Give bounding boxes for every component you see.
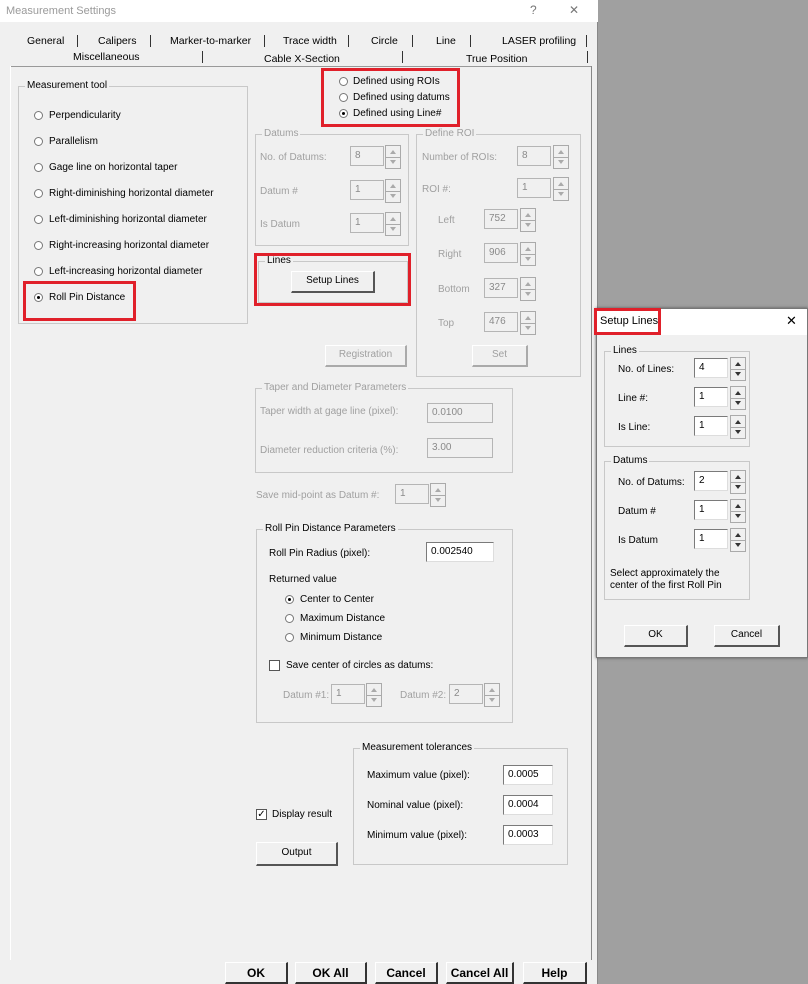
display-result-checkbox[interactable]: ✓ — [257, 809, 266, 820]
minimum-distance-label: Minimum Distance — [300, 632, 383, 643]
title-bar — [0, 0, 598, 22]
popup-ok-button[interactable]: OK — [624, 625, 688, 647]
highlight-define-mode — [321, 68, 460, 127]
close-icon[interactable]: ✕ — [569, 3, 580, 17]
roi-top-field[interactable]: 476 — [484, 312, 518, 332]
roi-bottom-label: Bottom — [438, 284, 470, 295]
line-number-field[interactable]: 1 — [694, 387, 728, 407]
no-lines-field[interactable]: 4 — [694, 358, 728, 378]
highlight-roll-pin — [23, 281, 136, 321]
group-title: Measurement tolerances — [362, 742, 473, 753]
datum2-spinner[interactable] — [484, 683, 500, 707]
taper-diameter-group — [255, 382, 513, 473]
cancel-all-button[interactable]: Cancel All — [446, 962, 514, 984]
popup-cancel-button[interactable]: Cancel — [714, 625, 780, 647]
group-title: Datums — [264, 128, 299, 139]
line-number-spinner[interactable] — [730, 386, 746, 410]
left-increasing-label: Left-increasing horizontal diameter — [49, 266, 203, 277]
tab-panel-border-left — [10, 66, 11, 960]
no-datums-spinner[interactable] — [730, 470, 746, 494]
highlight-setup-lines-title — [594, 308, 661, 335]
is-datum-field[interactable]: 1 — [350, 213, 384, 233]
tab-calipers[interactable]: Calipers — [98, 35, 137, 47]
right-increasing-radio[interactable] — [34, 241, 43, 250]
line-number-label: Line #: — [618, 393, 649, 404]
tab-separator — [77, 35, 78, 47]
datum1-spinner[interactable] — [366, 683, 382, 707]
roi-top-label: Top — [438, 318, 455, 329]
group-title: Lines — [613, 345, 637, 356]
is-datum-spinner[interactable] — [385, 212, 401, 236]
roi-left-field[interactable]: 752 — [484, 209, 518, 229]
maximum-distance-label: Maximum Distance — [300, 613, 386, 624]
group-title: Define ROI — [425, 128, 475, 139]
diameter-reduction-label: Diameter reduction criteria (%): — [260, 445, 399, 456]
help-button[interactable]: Help — [523, 962, 587, 984]
datum1-label: Datum #1: — [283, 690, 330, 701]
returned-value-label: Returned value — [269, 574, 337, 585]
tab-marker-to-marker[interactable]: Marker-to-marker — [170, 35, 252, 47]
parallelism-label: Parallelism — [49, 136, 98, 147]
right-diminishing-label: Right-diminishing horizontal diameter — [49, 188, 214, 199]
diameter-reduction-field[interactable]: 3.00 — [427, 438, 493, 458]
center-to-center-label: Center to Center — [300, 594, 374, 605]
gage-line-radio[interactable] — [34, 163, 43, 172]
tab-cable-x-section[interactable]: Cable X-Section — [264, 53, 340, 65]
instruction-text: Select approximately the center of the first Roll Pin — [610, 568, 722, 591]
no-datums-field[interactable]: 8 — [350, 146, 384, 166]
group-title: Lines — [267, 255, 291, 266]
datum2-label: Datum #2: — [400, 690, 447, 701]
left-increasing-radio[interactable] — [34, 267, 43, 276]
datum-number-spinner[interactable] — [730, 499, 746, 523]
gage-line-label: Gage line on horizontal taper — [49, 162, 178, 173]
is-datum-label: Is Datum — [618, 535, 659, 546]
datum2-field[interactable]: 2 — [449, 684, 483, 704]
left-diminishing-radio[interactable] — [34, 215, 43, 224]
tab-separator — [348, 35, 349, 47]
roi-right-field[interactable]: 906 — [484, 243, 518, 263]
tab-panel-border-right — [591, 66, 592, 960]
close-icon[interactable]: ✕ — [786, 313, 797, 328]
is-datum-label: Is Datum — [260, 219, 301, 230]
max-value-label: Maximum value (pixel): — [367, 770, 470, 781]
center-to-center-radio[interactable] — [285, 595, 294, 604]
roi-right-spinner[interactable] — [520, 242, 536, 266]
minimum-distance-radio[interactable] — [285, 633, 294, 642]
save-midpoint-field[interactable]: 1 — [395, 484, 429, 504]
defined-rois-label: Defined using ROIs — [353, 76, 440, 87]
group-title: Taper and Diameter Parameters — [264, 382, 407, 393]
tab-separator — [586, 35, 587, 47]
tab-laser-profiling[interactable]: LASER profiling — [502, 35, 577, 47]
number-rois-label: Number of ROIs: — [422, 152, 498, 163]
group-title: Datums — [613, 455, 648, 466]
right-increasing-label: Right-increasing horizontal diameter — [49, 240, 210, 251]
save-centers-checkbox[interactable] — [269, 660, 280, 671]
number-rois-spinner[interactable] — [553, 145, 569, 169]
roll-pin-radius-field[interactable]: 0.002540 — [426, 542, 494, 562]
datum1-field[interactable]: 1 — [331, 684, 365, 704]
datum-number-label: Datum # — [260, 186, 298, 197]
setup-lines-dialog — [596, 308, 808, 658]
tab-separator — [587, 51, 588, 63]
roi-number-spinner[interactable] — [553, 177, 569, 201]
set-button[interactable]: Set — [472, 345, 528, 367]
no-lines-spinner[interactable] — [730, 357, 746, 381]
output-button[interactable]: Output — [256, 842, 338, 866]
datum-number-field[interactable]: 1 — [694, 500, 728, 520]
no-lines-label: No. of Lines: — [618, 364, 675, 375]
roi-left-spinner[interactable] — [520, 208, 536, 232]
roi-left-label: Left — [438, 215, 455, 226]
display-result-label: Display result — [272, 809, 333, 820]
perpendicularity-radio[interactable] — [34, 111, 43, 120]
min-value-label: Minimum value (pixel): — [367, 830, 468, 841]
roi-number-field[interactable]: 1 — [517, 178, 551, 198]
perpendicularity-label: Perpendicularity — [49, 110, 121, 121]
nominal-value-label: Nominal value (pixel): — [367, 800, 464, 811]
maximum-distance-radio[interactable] — [285, 614, 294, 623]
min-value-field[interactable]: 0.0003 — [503, 825, 553, 845]
roi-number-label: ROI #: — [422, 184, 451, 195]
number-rois-field[interactable]: 8 — [517, 146, 551, 166]
setup-lines-title: Setup Lines — [600, 315, 659, 327]
taper-width-label: Taper width at gage line (pixel): — [260, 406, 399, 417]
roi-bottom-field[interactable]: 327 — [484, 278, 518, 298]
datum-number-spinner[interactable] — [385, 179, 401, 203]
roll-pin-radius-label: Roll Pin Radius (pixel): — [269, 548, 371, 559]
group-title: Roll Pin Distance Parameters — [265, 523, 396, 534]
defined-line-label: Defined using Line# — [353, 108, 442, 119]
ok-button[interactable]: OK — [225, 962, 288, 984]
tab-trace-width[interactable]: Trace width — [283, 35, 337, 47]
tab-separator — [264, 35, 265, 47]
no-datums-field[interactable]: 2 — [694, 471, 728, 491]
no-datums-label: No. of Datums: — [618, 477, 685, 488]
tab-separator — [202, 51, 203, 63]
parallelism-radio[interactable] — [34, 137, 43, 146]
tab-general[interactable]: General — [27, 35, 65, 47]
no-datums-spinner[interactable] — [385, 145, 401, 169]
nominal-value-field[interactable]: 0.0004 — [503, 795, 553, 815]
datum-number-field[interactable]: 1 — [350, 180, 384, 200]
ok-all-button[interactable]: OK All — [295, 962, 367, 984]
tab-separator — [412, 35, 413, 47]
datum-number-label: Datum # — [618, 506, 656, 517]
save-midpoint-label: Save mid-point as Datum #: — [256, 490, 380, 501]
tab-circle[interactable]: Circle — [371, 35, 398, 47]
tab-panel-border — [10, 66, 592, 67]
no-datums-label: No. of Datums: — [260, 152, 327, 163]
tab-separator — [470, 35, 471, 47]
cancel-button[interactable]: Cancel — [375, 962, 438, 984]
save-midpoint-spinner[interactable] — [430, 483, 446, 507]
roi-right-label: Right — [438, 249, 462, 260]
right-diminishing-radio[interactable] — [34, 189, 43, 198]
window-title: Measurement Settings — [6, 5, 117, 17]
left-diminishing-label: Left-diminishing horizontal diameter — [49, 214, 207, 225]
tab-separator — [150, 35, 151, 47]
tab-separator — [402, 51, 403, 63]
roll-pin-distance-label: Roll Pin Distance — [49, 292, 126, 303]
is-line-spinner[interactable] — [730, 415, 746, 439]
is-datum-field[interactable]: 1 — [694, 529, 728, 549]
roi-top-spinner[interactable] — [520, 311, 536, 335]
roi-bottom-spinner[interactable] — [520, 277, 536, 301]
tab-miscellaneous[interactable]: Miscellaneous — [73, 51, 140, 63]
is-line-field[interactable]: 1 — [694, 416, 728, 436]
registration-button[interactable]: Registration — [325, 345, 407, 367]
tab-true-position[interactable]: True Position — [466, 53, 528, 65]
max-value-field[interactable]: 0.0005 — [503, 765, 553, 785]
is-line-label: Is Line: — [618, 422, 651, 433]
defined-datums-label: Defined using datums — [353, 92, 450, 103]
group-title: Measurement tool — [27, 80, 108, 91]
setup-lines-button[interactable]: Setup Lines — [291, 271, 375, 293]
help-icon[interactable]: ? — [530, 3, 537, 17]
is-datum-spinner[interactable] — [730, 528, 746, 552]
save-centers-label: Save center of circles as datums: — [286, 660, 434, 671]
tab-line[interactable]: Line — [436, 35, 456, 47]
taper-width-field[interactable]: 0.0100 — [427, 403, 493, 423]
highlight-lines — [254, 253, 411, 306]
